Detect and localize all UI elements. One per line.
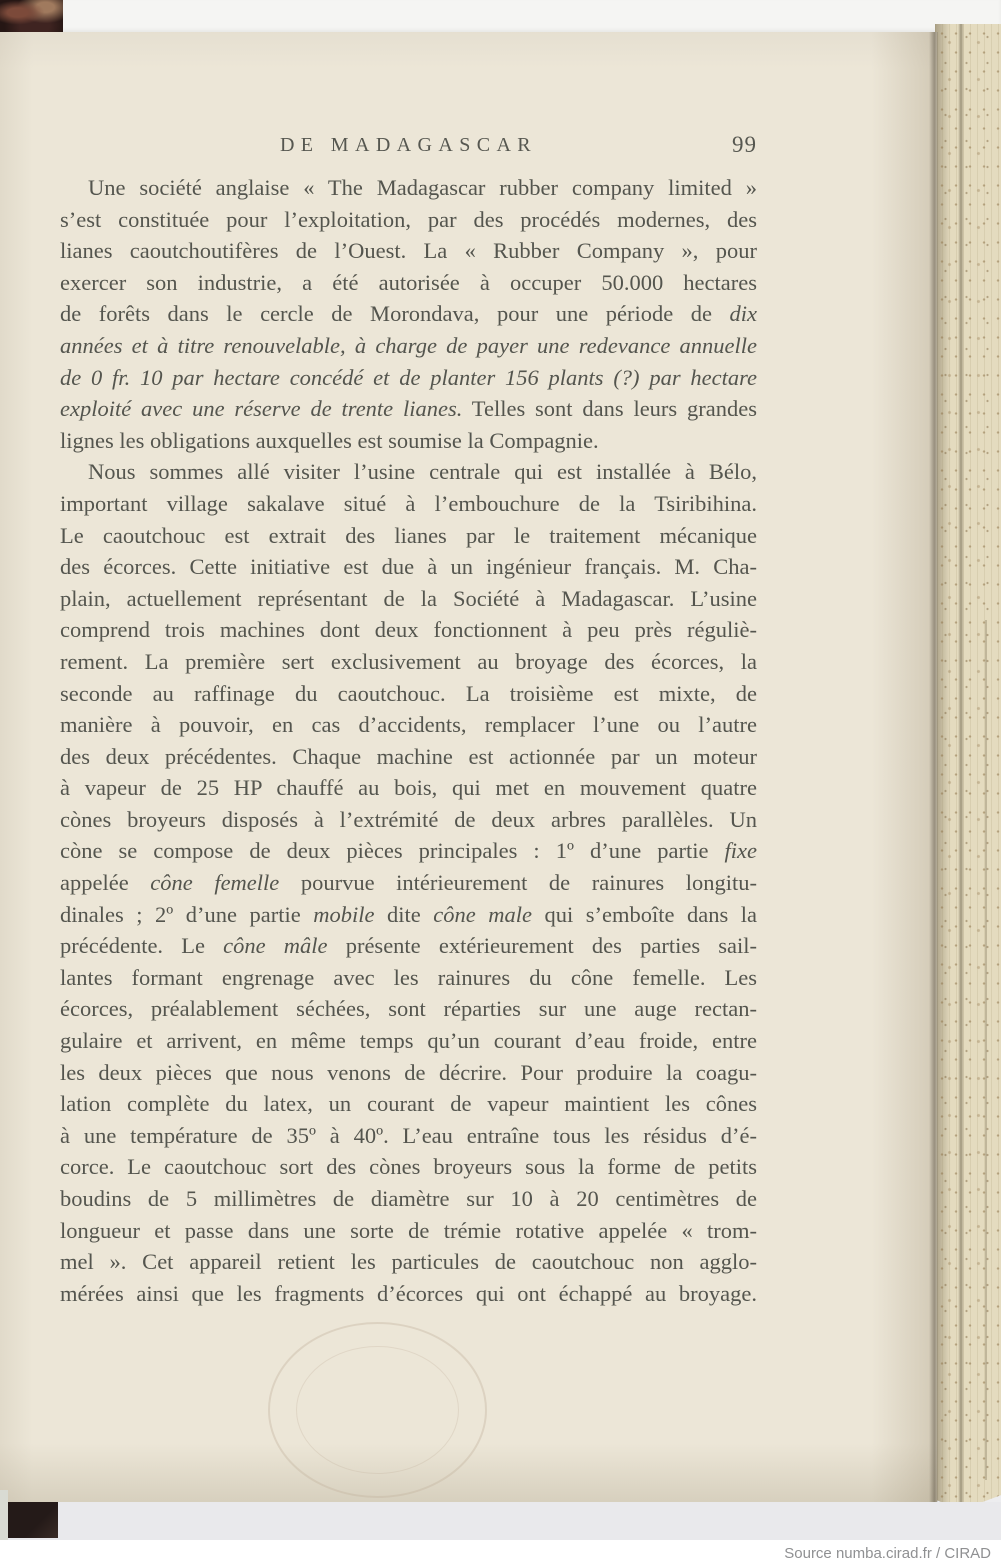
text-line: lianes caoutchoutifères de l’Ouest. La « Rubber Company », pour [60, 238, 757, 264]
text-line: important village sakalave situé à l’embouchure de la Tsiribihina. [60, 490, 757, 516]
text-line: longueur et passe dans une sorte de trémie rotative appelée « trom- [60, 1217, 757, 1243]
text-line: s’est constituée pour l’exploitation, par des procédés modernes, des [60, 206, 757, 232]
text-line: còne se compose de deux pièces principales : 1º d’une partie fixe [60, 838, 757, 864]
text-line: gulaire et arrivent, en même temps qu’un courant d’eau froide, entre [60, 1028, 757, 1054]
page-number: 99 [732, 132, 757, 157]
embossed-stamp-mark [268, 1322, 487, 1498]
fore-edge-line [985, 620, 987, 1480]
marbled-cover-corner-bottom [8, 1502, 58, 1538]
text-line: lignes les obligations auxquelles est soumise la Compagnie. [60, 427, 599, 453]
text-line: de forêts dans le cercle de Morondava, pour une période de dix [60, 301, 757, 327]
text-line: lation complète du latex, un courant de vapeur maintient les cônes [60, 1091, 757, 1117]
source-attribution-text: Source numba.cirad.fr / CIRAD [784, 1544, 991, 1562]
fore-edge-groove [958, 24, 964, 1510]
text-line: mel ». Cet appareil retient les particules de caoutchouc non agglo- [60, 1249, 757, 1275]
text-line: écorces, préalablement séchées, sont réparties sur une auge rectan- [60, 996, 757, 1022]
book-page [0, 32, 937, 1502]
source-footer-bar [0, 1540, 1001, 1566]
text-line: plain, actuellement représentant de la Société à Madagascar. L’usine [60, 585, 757, 611]
text-line: dinales ; 2º d’une partie mobile dite cône male qui s’emboîte dans la [60, 901, 757, 927]
text-line: exploité avec une réserve de trente lianes. Telles sont dans leurs grandes [60, 396, 757, 422]
text-line: rement. La première sert exclusivement au broyage des écorces, la [60, 648, 757, 674]
text-line: manière à pouvoir, en cas d’accidents, remplacer l’une ou l’autre [60, 712, 757, 738]
text-line: seconde au raffinage du caoutchouc. La troisième est mixte, de [60, 680, 757, 706]
page-header-title: DE MADAGASCAR [279, 134, 538, 156]
text-line: Nous sommes allé visiter l’usine centrale qui est installée à Bélo, [88, 459, 757, 485]
text-line: cònes broyeurs disposés à l’extrémité de deux arbres parallèles. Un [60, 806, 757, 832]
scanner-background-top [0, 0, 1001, 32]
scanner-background-bottom [0, 1502, 1001, 1540]
text-line: appelée cône femelle pourvue intérieurement de rainures longitu- [60, 870, 757, 896]
book-fore-edge [935, 24, 1001, 1516]
text-line: Le caoutchouc est extrait des lianes par le traitement mécanique [60, 522, 757, 548]
body-text [60, 172, 757, 1309]
text-line: corce. Le caoutchouc sort des cònes broyeurs sous la forme de petits [60, 1154, 757, 1180]
text-line: exercer son industrie, a été autorisée à occuper 50.000 hectares [60, 269, 757, 295]
text-line: lantes formant engrenage avec les rainures du cône femelle. Les [60, 964, 757, 990]
text-line: mérées ainsi que les fragments d’écorces qui ont échappé au broyage. [60, 1280, 757, 1306]
text-line: à une température de 35º à 40º. L’eau entraîne tous les résidus d’é- [60, 1122, 757, 1148]
running-header [60, 134, 757, 162]
text-line: boudins de 5 millimètres de diamètre sur 10 à 20 centimètres de [60, 1186, 757, 1211]
text-line: des écorces. Cette initiative est due à un ingénieur français. M. Cha- [60, 554, 757, 580]
text-line: des deux précédentes. Chaque machine est actionnée par un moteur [60, 743, 757, 769]
text-line: Une société anglaise « The Madagascar rubber company limited » [88, 175, 757, 200]
text-line: précédente. Le cône mâle présente extérieurement des parties sail- [60, 933, 757, 959]
marbled-cover-corner-top [0, 0, 63, 33]
page-edge-shadow [929, 32, 938, 1502]
text-line: comprend trois machines dont deux fonctionnent à peu près réguliè- [60, 617, 757, 643]
text-line: années et à titre renouvelable, à charge de payer une redevance annuelle [60, 332, 757, 358]
text-line: les deux pièces que nous venons de décrire. Pour produire la coagu- [60, 1059, 757, 1085]
text-line: de 0 fr. 10 par hectare concédé et de planter 156 plants (?) par hectare [60, 364, 757, 390]
text-line: à vapeur de 25 HP chauffé au bois, qui met en mouvement quatre [60, 775, 757, 801]
scanner-background-left [0, 1490, 8, 1540]
